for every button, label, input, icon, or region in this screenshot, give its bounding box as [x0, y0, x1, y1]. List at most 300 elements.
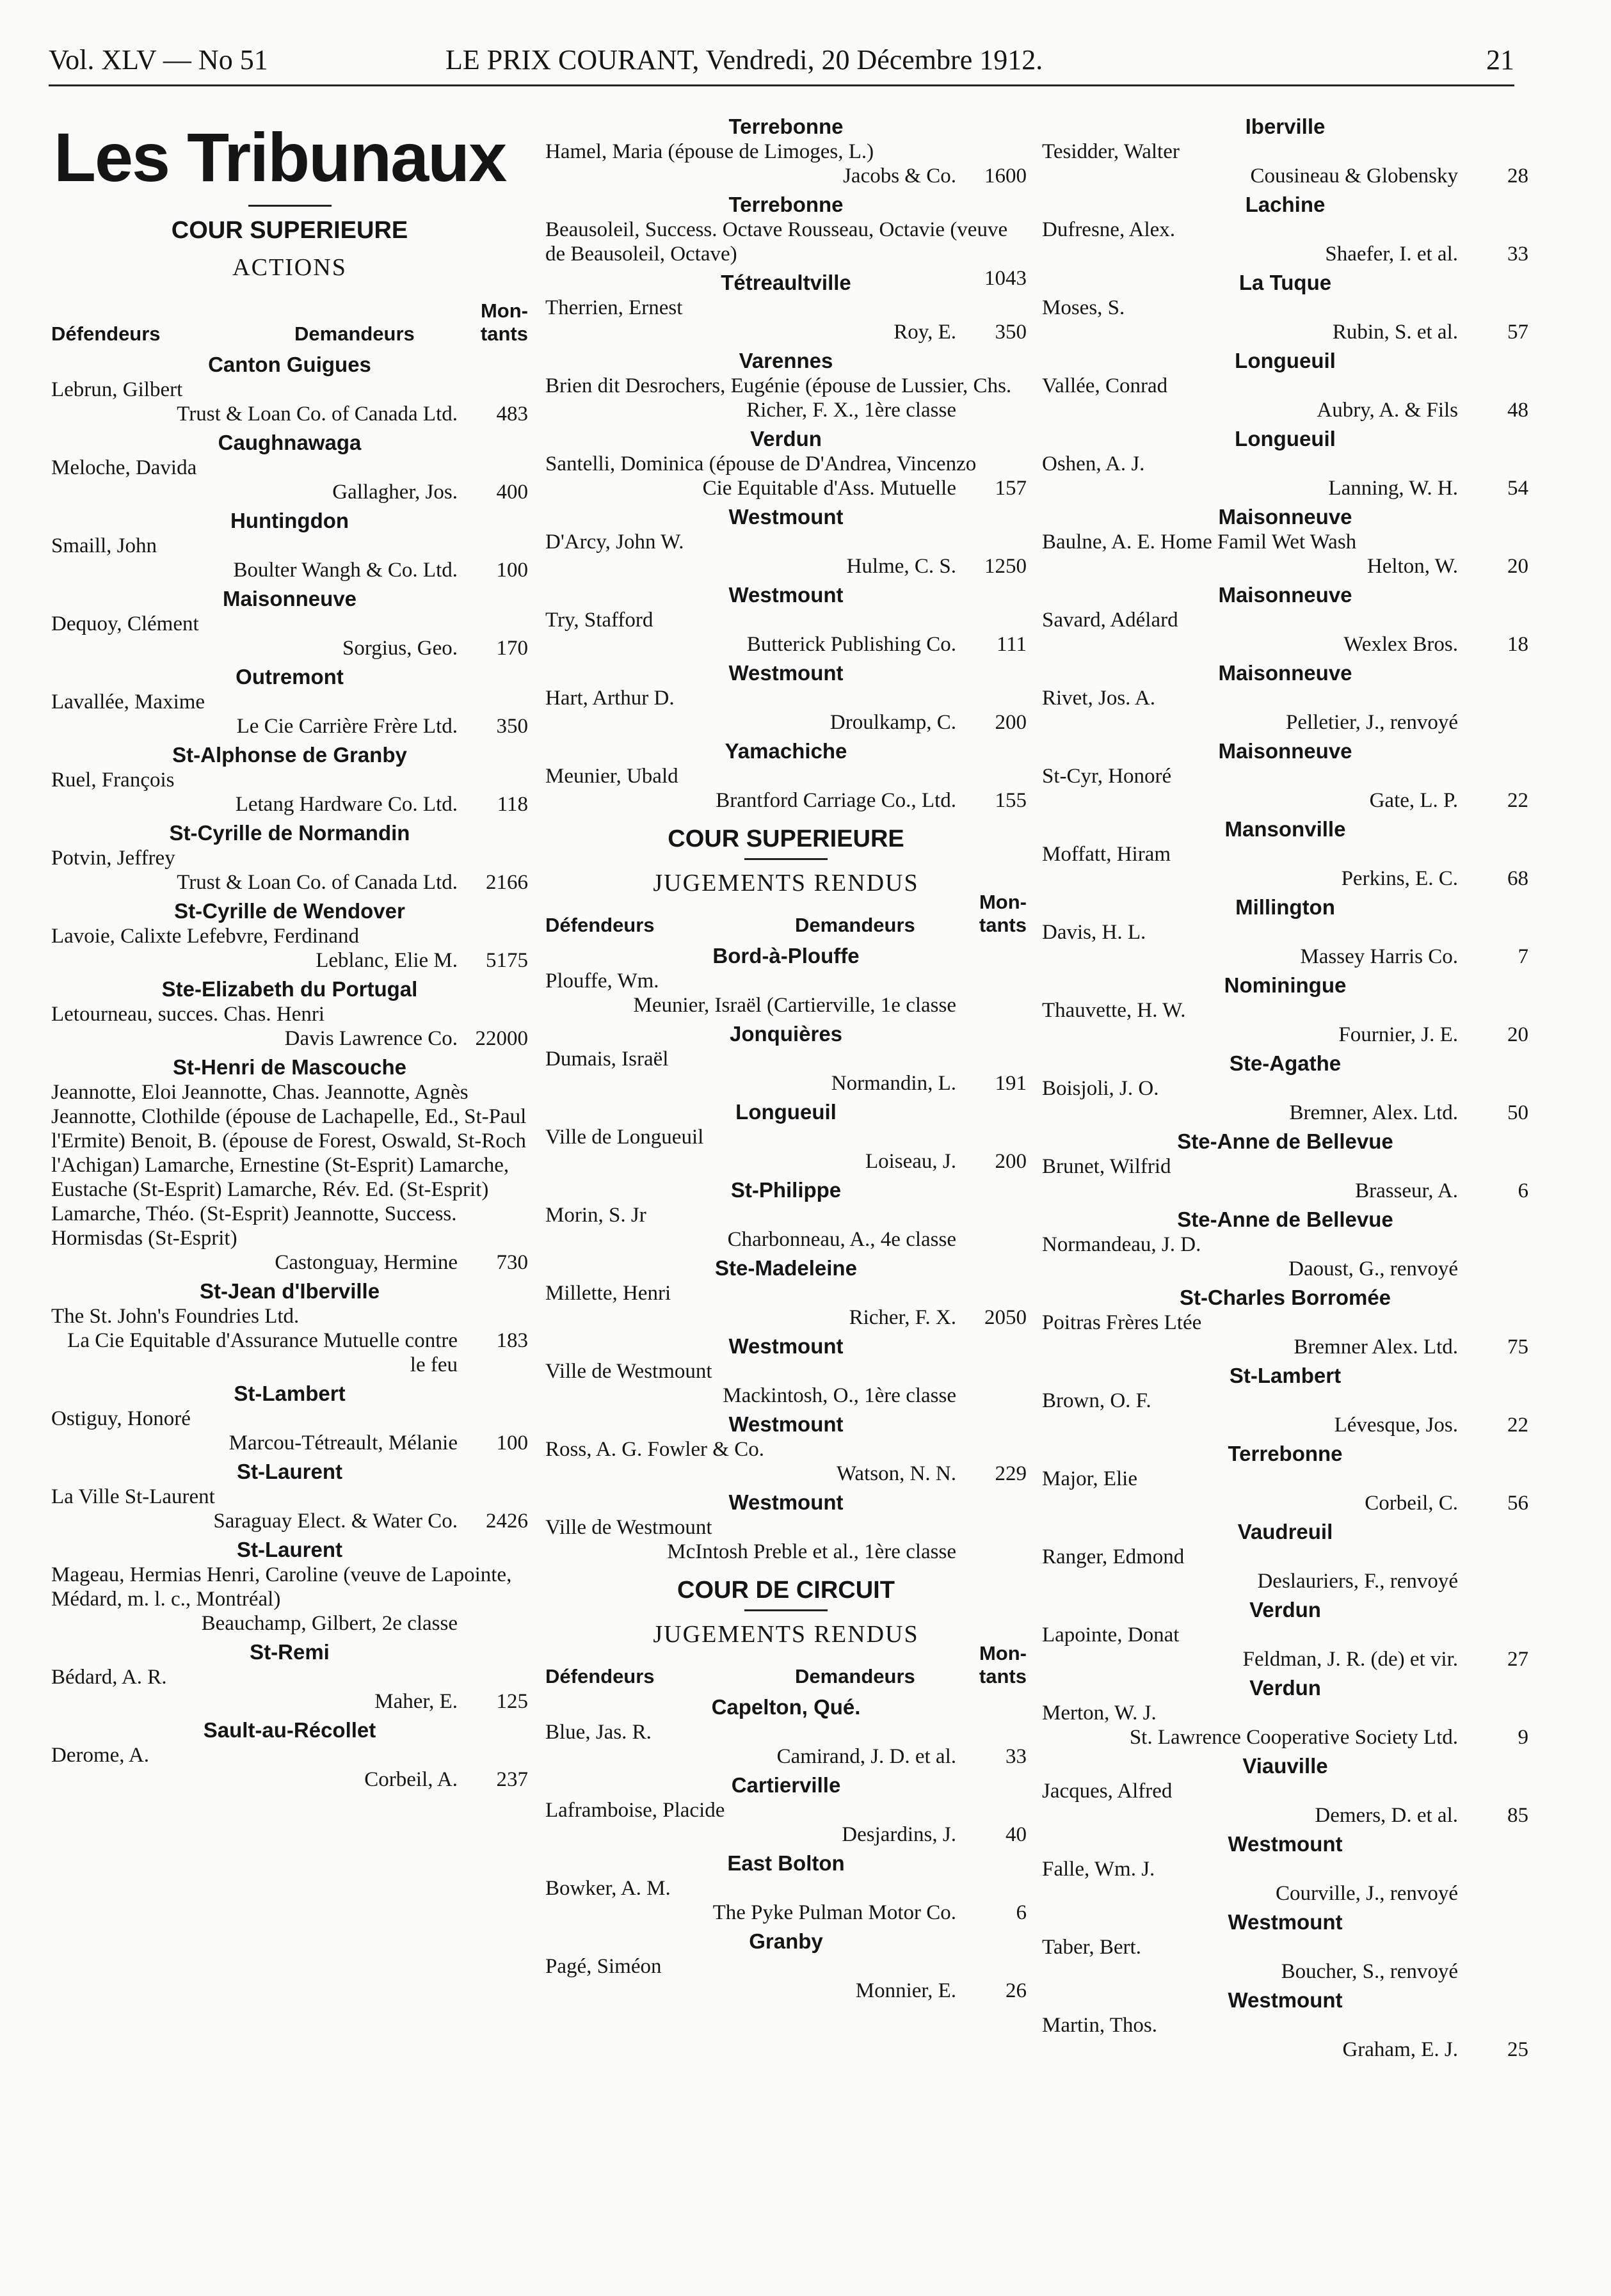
- amount-value: 350: [496, 715, 528, 738]
- defendant-name: Vallée, Conrad: [1042, 374, 1168, 397]
- court-entry: [545, 943, 1027, 1017]
- location-heading: St-Philippe: [730, 1178, 842, 1202]
- amount-value: 350: [995, 321, 1027, 344]
- plaintiff-row: [545, 710, 1027, 735]
- plaintiff-name: Richer, F. X.: [849, 1306, 956, 1329]
- court-title: COUR SUPERIEURE: [668, 825, 904, 852]
- location-heading: Longueuil: [735, 1100, 837, 1124]
- page-heading: Les Tribunaux: [54, 118, 506, 196]
- amount-value: 57: [1507, 321, 1528, 344]
- location-heading: Verdun: [1249, 1598, 1321, 1622]
- plaintiff-name: Davis Lawrence Co.: [284, 1027, 458, 1050]
- plaintiff-name: Roy, E.: [894, 321, 956, 344]
- amount-value: 9: [1518, 1726, 1528, 1749]
- plaintiff-name: La Cie Equitable d'Assurance Mutuelle contre le feu: [67, 1329, 458, 1376]
- defendant-name: Bowker, A. M.: [545, 1877, 671, 1900]
- court-entry: [51, 664, 528, 738]
- amount-value: 25: [1507, 2038, 1528, 2061]
- defendant-name: Davis, H. L.: [1042, 921, 1146, 944]
- amount-value: 85: [1507, 1804, 1528, 1827]
- amount-value: 1250: [984, 555, 1027, 578]
- defendant-name: Dequoy, Clément: [51, 612, 199, 635]
- location-heading: Ste-Madeleine: [715, 1256, 857, 1280]
- header-demandeurs: Demandeurs: [795, 914, 915, 936]
- column-headers: [51, 285, 528, 348]
- location-heading: Granby: [749, 1929, 823, 1953]
- location-heading: St-Laurent: [237, 1538, 342, 1561]
- plaintiff-name: Fournier, J. E.: [1338, 1023, 1458, 1046]
- court-entry: [51, 1718, 528, 1792]
- plaintiff-name: Letang Hardware Co. Ltd.: [235, 793, 458, 816]
- defendant-name: Lapointe, Donat: [1042, 1623, 1180, 1646]
- defendant-name: St-Cyr, Honoré: [1042, 765, 1172, 788]
- plaintiff-row: [1042, 1725, 1528, 1750]
- plaintiff-name: Butterick Publishing Co.: [746, 633, 956, 656]
- amount-value: 6: [1016, 1901, 1027, 1924]
- location-heading: Westmount: [1228, 1832, 1343, 1856]
- plaintiff-name: Massey Harris Co.: [1300, 945, 1458, 968]
- location-heading: St-Charles Borromée: [1179, 1286, 1391, 1309]
- court-entry: [545, 582, 1027, 657]
- court-entry: [1042, 660, 1528, 735]
- location-heading: Millington: [1235, 895, 1335, 919]
- plaintiff-row: [545, 476, 1027, 500]
- plaintiff-row: [545, 554, 1027, 578]
- location-heading: Westmount: [1228, 1988, 1343, 2012]
- defendant-name: Bédard, A. R.: [51, 1666, 167, 1689]
- plaintiff-name: Demers, D. et al.: [1315, 1804, 1458, 1827]
- plaintiff-row: [1042, 866, 1528, 891]
- plaintiff-name: Courville, J., renvoyé: [1275, 1882, 1458, 1905]
- amount-value: 5175: [486, 949, 528, 972]
- location-heading: Sault-au-Récollet: [203, 1718, 376, 1742]
- plaintiff-name: Trust & Loan Co. of Canada Ltd.: [177, 403, 458, 426]
- plaintiff-name: Corbeil, C.: [1365, 1492, 1458, 1515]
- court-entry: [1042, 1363, 1528, 1437]
- location-heading: Verdun: [1249, 1676, 1321, 1700]
- court-entry: [1042, 1753, 1528, 1828]
- amount-value: 54: [1507, 477, 1528, 500]
- court-entry: [1042, 738, 1528, 813]
- plaintiff-name: Graham, E. J.: [1342, 2038, 1458, 2061]
- court-entry: [51, 508, 528, 582]
- amount-value: 1043: [984, 267, 1027, 290]
- location-heading: East Bolton: [727, 1851, 845, 1875]
- defendant-name: Santelli, Dominica (épouse de D'Andrea, Vincenzo: [545, 452, 977, 475]
- plaintiff-row: [545, 788, 1027, 813]
- amount-value: 157: [995, 477, 1027, 500]
- plaintiff-row: [1042, 1101, 1528, 1125]
- divider: [248, 205, 332, 207]
- divider: [744, 858, 828, 860]
- court-entry: [1042, 1519, 1528, 1593]
- court-entry: [1042, 114, 1528, 188]
- court-title: COUR DE CIRCUIT: [677, 1577, 895, 1604]
- plaintiff-row: [51, 1689, 528, 1714]
- header-demandeurs: Demandeurs: [294, 323, 415, 345]
- plaintiff-name: Droulkamp, C.: [830, 711, 956, 734]
- location-heading: Ste-Agathe: [1229, 1051, 1342, 1075]
- amount-value: 200: [995, 711, 1027, 734]
- location-heading: Mansonville: [1224, 817, 1346, 841]
- amount-value: 20: [1507, 1023, 1528, 1046]
- defendant-name: Moffatt, Hiram: [1042, 843, 1171, 866]
- plaintiff-row: [1042, 1023, 1528, 1047]
- plaintiff-row: [545, 1305, 1027, 1330]
- defendant-name: Hamel, Maria (épouse de Limoges, L.): [545, 140, 874, 163]
- defendant-name: Ville de Longueuil: [545, 1126, 704, 1149]
- plaintiff-row: [1042, 632, 1528, 657]
- court-title: COUR SUPERIEURE: [171, 217, 408, 244]
- location-heading: Terrebonne: [728, 115, 844, 138]
- page-number: 21: [1486, 44, 1514, 76]
- amount-value: 1600: [984, 164, 1027, 187]
- defendant-name: Laframboise, Placide: [545, 1799, 725, 1822]
- plaintiff-row: [545, 1979, 1027, 2003]
- amount-value: 2166: [486, 871, 528, 894]
- plaintiff-name: Helton, W.: [1367, 555, 1458, 578]
- location-heading: St-Alphonse de Granby: [172, 743, 407, 767]
- court-entry: [51, 586, 528, 660]
- defendant-name: Taber, Bert.: [1042, 1936, 1141, 1959]
- location-heading: Westmount: [1228, 1910, 1343, 1934]
- plaintiff-row: [545, 1383, 1027, 1408]
- plaintiff-name: Camirand, J. D. et al.: [776, 1745, 956, 1768]
- defendant-name: Dufresne, Alex.: [1042, 218, 1176, 241]
- section-title: ACTIONS: [232, 254, 347, 281]
- court-entry: [51, 977, 528, 1051]
- location-heading: Yamachiche: [725, 739, 847, 763]
- page-header: [49, 40, 1514, 86]
- plaintiff-name: Lanning, W. H.: [1328, 477, 1458, 500]
- amount-value: 191: [995, 1072, 1027, 1095]
- plaintiff-row: [545, 164, 1027, 188]
- plaintiff-name: Richer, F. X., 1ère classe: [746, 399, 956, 422]
- plaintiff-name: Rubin, S. et al.: [1332, 321, 1458, 344]
- plaintiff-name: Bremner Alex. Ltd.: [1294, 1335, 1458, 1359]
- plaintiff-row: [545, 1822, 1027, 1847]
- defendant-name: Ross, A. G. Fowler & Co.: [545, 1438, 764, 1461]
- court-entry: [1042, 1597, 1528, 1671]
- location-heading: Ste-Elizabeth du Portugal: [161, 977, 418, 1001]
- court-entry: [545, 738, 1027, 813]
- location-heading: Ste-Anne de Bellevue: [1177, 1129, 1393, 1153]
- plaintiff-row: [51, 1328, 528, 1377]
- defendant-name: Beausoleil, Success. Octave Rousseau, Octavie (veuve de Beausoleil, Octave): [545, 218, 1008, 266]
- defendant-name: Mageau, Hermias Henri, Caroline (veuve de Lapointe, Médard, m. l. c., Montréal): [51, 1563, 512, 1611]
- header-montants: Mon- tants: [979, 891, 1027, 936]
- plaintiff-name: Desjardins, J.: [842, 1823, 956, 1846]
- defendant-name: Ruel, François: [51, 769, 175, 792]
- defendant-name: Brien dit Desrochers, Eugénie (épouse de Lussier, Chs.: [545, 374, 1012, 397]
- defendant-name: Blue, Jas. R.: [545, 1721, 652, 1744]
- entry-list: [51, 352, 528, 1792]
- column-headers: [545, 1642, 1027, 1691]
- amount-value: 22: [1507, 1414, 1528, 1437]
- location-heading: St-Remi: [250, 1640, 330, 1664]
- plaintiff-row: [545, 1540, 1027, 1564]
- plaintiff-row: [51, 1431, 528, 1455]
- plaintiff-row: [545, 993, 1027, 1017]
- plaintiff-name: Meunier, Israël (Cartierville, 1e classe: [633, 994, 956, 1017]
- plaintiff-row: [1042, 1569, 1528, 1593]
- defendant-name: Oshen, A. J.: [1042, 452, 1145, 475]
- plaintiff-row: [1042, 554, 1528, 578]
- court-entry: [51, 1381, 528, 1455]
- plaintiff-name: Saraguay Elect. & Water Co.: [213, 1510, 458, 1533]
- plaintiff-name: Deslauriers, F., renvoyé: [1257, 1570, 1458, 1593]
- amount-value: 483: [496, 403, 528, 426]
- plaintiff-name: Pelletier, J., renvoyé: [1285, 711, 1458, 734]
- column-headers: [545, 891, 1027, 939]
- defendant-name: Ville de Westmount: [545, 1516, 712, 1539]
- amount-value: 200: [995, 1150, 1027, 1173]
- amount-value: 26: [1006, 1979, 1027, 2002]
- court-entry: [545, 1099, 1027, 1174]
- court-entry: [545, 1412, 1027, 1486]
- plaintiff-row: [545, 1744, 1027, 1769]
- location-heading: Ste-Anne de Bellevue: [1177, 1208, 1393, 1231]
- location-heading: St-Henri de Mascouche: [173, 1055, 406, 1079]
- defendant-name: Baulne, A. E. Home Famil Wet Wash: [1042, 530, 1357, 554]
- plaintiff-row: [1042, 788, 1528, 813]
- court-entry: [51, 1055, 528, 1275]
- court-entry: [51, 820, 528, 895]
- defendant-name: Rivet, Jos. A.: [1042, 687, 1155, 710]
- location-heading: Cartierville: [731, 1773, 841, 1797]
- location-heading: Westmount: [728, 661, 844, 685]
- plaintiff-name: Castonguay, Hermine: [275, 1251, 458, 1274]
- location-heading: Varennes: [739, 349, 833, 372]
- location-heading: Nominingue: [1224, 973, 1347, 997]
- location-heading: Viauville: [1242, 1754, 1328, 1778]
- defendant-name: Moses, S.: [1042, 296, 1125, 319]
- court-entry: [545, 426, 1027, 500]
- defendant-name: Dumais, Israël: [545, 1048, 669, 1071]
- amount-value: 229: [995, 1462, 1027, 1485]
- defendant-name: Smaill, John: [51, 534, 157, 557]
- plaintiff-name: Shaefer, I. et al.: [1325, 243, 1458, 266]
- defendant-name: Millette, Henri: [545, 1282, 671, 1305]
- court-entry: [1042, 1129, 1528, 1203]
- plaintiff-row: [1042, 398, 1528, 422]
- section-title: JUGEMENTS RENDUS: [653, 870, 919, 897]
- amount-value: 75: [1507, 1335, 1528, 1359]
- plaintiff-name: Boucher, S., renvoyé: [1281, 1960, 1458, 1983]
- plaintiff-name: Beauchamp, Gilbert, 2e classe: [201, 1612, 458, 1635]
- court-entry: [545, 1256, 1027, 1330]
- court-entry: [1042, 426, 1528, 500]
- defendant-name: Normandeau, J. D.: [1042, 1233, 1201, 1256]
- amount-value: 400: [496, 481, 528, 504]
- amount-value: 33: [1006, 1745, 1027, 1768]
- defendant-name: Major, Elie: [1042, 1467, 1137, 1490]
- amount-value: 20: [1507, 555, 1528, 578]
- location-heading: La Tuque: [1238, 271, 1332, 294]
- location-heading: Tétreaultville: [721, 271, 851, 294]
- plaintiff-name: Normandin, L.: [831, 1072, 956, 1095]
- location-heading: Lachine: [1245, 193, 1326, 216]
- location-heading: St-Lambert: [234, 1382, 346, 1405]
- plaintiff-name: St. Lawrence Cooperative Society Ltd.: [1129, 1726, 1458, 1749]
- defendant-name: Ranger, Edmond: [1042, 1545, 1185, 1568]
- plaintiff-name: Boulter Wangh & Co. Ltd.: [233, 559, 458, 582]
- defendant-name: Try, Stafford: [545, 609, 653, 632]
- plaintiff-row: [51, 1250, 528, 1275]
- court-entry: [545, 504, 1027, 578]
- court-entry: [1042, 973, 1528, 1047]
- plaintiff-row: [1042, 1803, 1528, 1828]
- court-entry: [1042, 1051, 1528, 1125]
- location-heading: Iberville: [1245, 115, 1326, 138]
- court-entry: [545, 1490, 1027, 1564]
- defendant-name: Brunet, Wilfrid: [1042, 1155, 1171, 1178]
- location-heading: Westmount: [728, 1334, 844, 1358]
- plaintiff-row: [51, 402, 528, 426]
- defendant-name: Lebrun, Gilbert: [51, 378, 183, 401]
- defendant-name: D'Arcy, John W.: [545, 530, 684, 554]
- court-entry: [51, 1279, 528, 1377]
- entry-list: [545, 114, 1027, 813]
- location-heading: Maisonneuve: [222, 587, 357, 610]
- plaintiff-name: Jacobs & Co.: [843, 164, 956, 187]
- location-heading: St-Lambert: [1229, 1364, 1342, 1387]
- plaintiff-row: [1042, 242, 1528, 266]
- defendant-name: Boisjoli, J. O.: [1042, 1077, 1159, 1100]
- location-heading: Maisonneuve: [1218, 583, 1352, 607]
- header-defendeurs: Défendeurs: [51, 323, 161, 345]
- divider: [744, 1609, 828, 1611]
- court-entry: [1042, 582, 1528, 657]
- plaintiff-name: Feldman, J. R. (de) et vir.: [1242, 1648, 1458, 1671]
- column-2: [545, 110, 1027, 2004]
- plaintiff-row: [545, 1901, 1027, 1925]
- plaintiff-row: [51, 1026, 528, 1051]
- plaintiff-row: [51, 1767, 528, 1792]
- court-entry: [1042, 1441, 1528, 1515]
- amount-value: 111: [996, 633, 1027, 656]
- plaintiff-row: [51, 792, 528, 817]
- court-entry: [1042, 270, 1528, 344]
- plaintiff-row: [545, 1149, 1027, 1174]
- plaintiff-row: [51, 714, 528, 738]
- amount-value: 2050: [984, 1306, 1027, 1329]
- defendant-name: Savard, Adélard: [1042, 609, 1178, 632]
- header-defendeurs: Défendeurs: [545, 1665, 655, 1687]
- plaintiff-row: [51, 480, 528, 504]
- location-heading: St-Jean d'Iberville: [199, 1279, 380, 1303]
- plaintiff-name: Perkins, E. C.: [1341, 867, 1458, 890]
- plaintiff-row: [51, 1509, 528, 1533]
- defendant-name: Falle, Wm. J.: [1042, 1858, 1155, 1881]
- location-heading: Terrebonne: [1228, 1442, 1343, 1465]
- plaintiff-row: [545, 1227, 1027, 1252]
- location-heading: Maisonneuve: [1218, 661, 1352, 685]
- court-entry: [1042, 1909, 1528, 1984]
- location-heading: Westmount: [728, 1490, 844, 1514]
- section-title: JUGEMENTS RENDUS: [653, 1621, 919, 1648]
- header-montants: Mon- tants: [480, 299, 528, 345]
- plaintiff-name: Le Cie Carrière Frère Ltd.: [236, 715, 458, 738]
- defendant-name: Letourneau, succes. Chas. Henri: [51, 1003, 325, 1026]
- court-entry: [51, 898, 528, 973]
- plaintiff-name: Aubry, A. & Fils: [1317, 399, 1458, 422]
- plaintiff-name: Corbeil, A.: [364, 1768, 458, 1791]
- entry-list: [1042, 114, 1528, 2062]
- location-heading: Verdun: [750, 427, 822, 450]
- plaintiff-row: [1042, 1335, 1528, 1359]
- location-heading: St-Cyrille de Normandin: [169, 821, 410, 845]
- location-heading: Westmount: [728, 1412, 844, 1436]
- court-entry: [1042, 895, 1528, 969]
- location-heading: Maisonneuve: [1218, 739, 1352, 763]
- location-heading: Bord-à-Plouffe: [712, 944, 860, 968]
- defendant-name: Tesidder, Walter: [1042, 140, 1180, 163]
- plaintiff-row: [1042, 1179, 1528, 1203]
- header-defendeurs: Défendeurs: [545, 914, 655, 936]
- location-heading: Westmount: [728, 505, 844, 529]
- plaintiff-name: Brantford Carriage Co., Ltd.: [716, 789, 956, 812]
- location-heading: Huntingdon: [230, 509, 349, 532]
- header-demandeurs: Demandeurs: [795, 1665, 915, 1687]
- column-3: [1042, 110, 1528, 2063]
- plaintiff-row: [1042, 945, 1528, 969]
- plaintiff-row: [545, 1071, 1027, 1096]
- defendant-name: Pagé, Siméon: [545, 1955, 662, 1978]
- location-heading: St-Cyrille de Wendover: [174, 899, 405, 923]
- plaintiff-name: Cie Equitable d'Ass. Mutuelle: [702, 477, 956, 500]
- location-heading: Jonquières: [729, 1022, 843, 1046]
- defendant-name: Meunier, Ubald: [545, 765, 678, 788]
- court-entry: [545, 1177, 1027, 1252]
- court-entry: [545, 1851, 1027, 1925]
- entry-list: [545, 943, 1027, 1564]
- location-heading: Maisonneuve: [1218, 505, 1352, 529]
- plaintiff-row: [51, 948, 528, 973]
- location-heading: Caughnawaga: [218, 431, 362, 454]
- defendant-name: Martin, Thos.: [1042, 2014, 1157, 2037]
- court-entry: [545, 114, 1027, 188]
- plaintiff-name: Lévesque, Jos.: [1334, 1414, 1458, 1437]
- amount-value: 118: [497, 793, 528, 816]
- header-montants: Mon- tants: [979, 1642, 1027, 1687]
- defendant-name: Hart, Arthur D.: [545, 687, 675, 710]
- court-entry: [51, 1459, 528, 1533]
- plaintiff-row: [1042, 1647, 1528, 1671]
- court-entry: [1042, 348, 1528, 422]
- plaintiff-name: Maher, E.: [374, 1690, 458, 1713]
- court-entry: [545, 348, 1027, 422]
- plaintiff-name: Marcou-Tétreault, Mélanie: [228, 1431, 458, 1455]
- volume-number: Vol. XLV — No 51: [49, 44, 268, 76]
- entry-list: [545, 1694, 1027, 2003]
- court-entry: [545, 270, 1027, 344]
- court-entry: [1042, 192, 1528, 266]
- amount-value: 56: [1507, 1492, 1528, 1515]
- court-entry: [1042, 1988, 1528, 2062]
- plaintiff-name: Gate, L. P.: [1369, 789, 1458, 812]
- amount-value: 28: [1507, 164, 1528, 187]
- court-entry: [545, 660, 1027, 735]
- plaintiff-row: [51, 1611, 528, 1636]
- court-entry: [545, 1021, 1027, 1096]
- plaintiff-row: [545, 398, 1027, 422]
- defendant-name: Potvin, Jeffrey: [51, 847, 175, 870]
- amount-value: 68: [1507, 867, 1528, 890]
- amount-value: 50: [1507, 1101, 1528, 1124]
- plaintiff-row: [1042, 476, 1528, 500]
- publication-title: LE PRIX COURANT, Vendredi, 20 Décembre 1912.: [445, 44, 1043, 76]
